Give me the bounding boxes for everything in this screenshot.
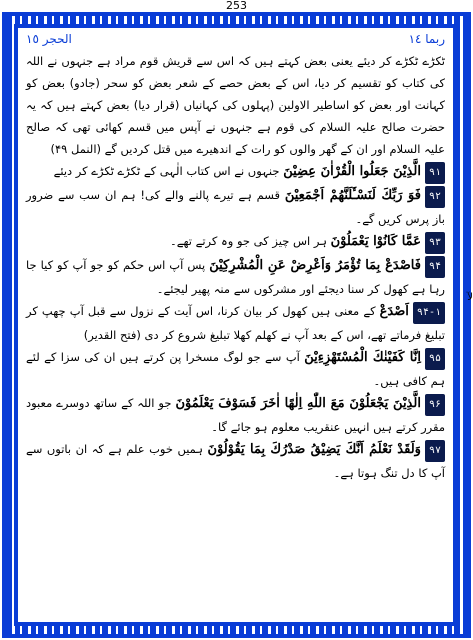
verse-translation: جو اللہ کے ساتھ دوسرے معبود مقرر کرتے ہیں انہیں عنقریب معلوم ہو جائے گا۔ (26, 396, 445, 434)
verse-item (26, 392, 445, 438)
verse-arabic: وَلَقَدْ نَعْلَمُ اَنَّكَ يَضِيْقُ صَدْرُكَ بِمَا يَقُوْلُوْنَ (207, 442, 421, 457)
verse-item (26, 300, 445, 346)
header-juz: ربما ١٤ (408, 32, 445, 46)
verse-translation: پس آپ اس حکم کو جو آپ کو کیا جا رہا ہے کھول کر سنا دیجئے اور مشرکوں سے منہ پھیر لیجئے۔ (26, 258, 445, 296)
verse-number: ۹۳ (425, 232, 445, 254)
verse-item (26, 230, 445, 254)
verse-translation: جنہوں نے اس کتاب الٰہی کے ٹکڑے ٹکڑے کر دیئے (53, 164, 280, 178)
page-header (26, 32, 445, 52)
verse-number: ۹۵ (425, 348, 445, 370)
verse-translation: ہمیں خوب علم ہے کہ ان باتوں سے آپ کا دل تنگ ہوتا ہے۔ (26, 442, 445, 480)
verse-arabic: فَاصْدَعْ بِمَا تُؤْمَرُ وَاَعْرِضْ عَنِ الْمُشْرِكِيْنَ (209, 258, 421, 273)
intro-paragraph: ٹکڑے ٹکڑے کر دیئے یعنی بعض کہتے ہیں کہ اس سے قریش قوم مراد ہے جنہوں نے اللہ کی کتاب کو تقسیم کر دیا، اس کے بعض حصے کے شعر بعض کو سحر (جادو) بعض کو کہانت اور بعض کو اساطیر الاولین (پہلوں کی کہانیاں (قرار دیا) بعض کہتے ہیں کہ یہ حضرت صالح علیہ السلام کی قوم ہے جنہوں نے آپس میں قسم کھائی تھی کہ صالح علیہ السلام اور ان کے گھر والوں کو رات کے اندھیرے میں قتل کردیں گے (النمل ۴۹) (26, 54, 445, 156)
verse-translation: آپ سے جو لوگ مسخرا پن کرتے ہیں ان کی سزا کے لئے ہم کافی ہیں۔ (26, 350, 445, 388)
verse-number: ۹۴-۱ (413, 302, 445, 324)
verse-arabic: اَصْدَعْ (379, 304, 409, 319)
verse-number: ۹۶ (425, 394, 445, 416)
verse-arabic: الَّذِيْنَ يَجْعَلُوْنَ مَعَ اللّٰهِ اِلٰهًا اٰخَرَ فَسَوْفَ يَعْلَمُوْنَ (175, 396, 421, 411)
verse-arabic: اِنَّا كَفَيْنٰكَ الْمُسْتَهْزِءِيْنَ (304, 350, 421, 365)
verse-translation: ہر اس چیز کی جو وہ کرتے تھے۔ (169, 234, 327, 248)
page-number: 253 (226, 0, 247, 12)
verse-item (26, 254, 445, 300)
verse-item (26, 438, 445, 484)
header-surah: الحجر ١٥ (26, 32, 72, 46)
verse-number: ۹۴ (425, 256, 445, 278)
verse-item (26, 184, 445, 230)
verse-translation: قسم ہے تیرے پالنے والے کی! ہم ان سب سے ضرور باز پرس کریں گے۔ (26, 188, 445, 226)
verse-arabic: فَوَ رَبِّكَ لَنَسْـَٔلَنَّهُمْ اَجْمَعِيْنَ (284, 188, 421, 203)
verse-number: ۹۲ (425, 186, 445, 208)
margin-note: لآ (467, 292, 473, 303)
verse-number: ۹۱ (425, 162, 445, 184)
verse-arabic: عَمَّا كَانُوْا يَعْمَلُوْنَ (330, 234, 421, 249)
verse-item (26, 346, 445, 392)
verse-item (26, 160, 445, 184)
verse-list (26, 160, 445, 484)
verse-number: ۹۷ (425, 440, 445, 462)
verse-translation: کے معنی ہیں کھول کر بیان کرنا، اس آیت کے نزول سے قبل آپ چھپ کر تبلیغ فرماتے تھے، اس کے بعد آپ نے کھلم کھلا تبلیغ شروع کر دی (فتح القدیر) (26, 304, 445, 342)
page-content (18, 28, 453, 622)
verse-arabic: الَّذِيْنَ جَعَلُوا الْقُرْاٰنَ عِضِيْنَ (283, 164, 421, 179)
commentary (26, 50, 445, 484)
